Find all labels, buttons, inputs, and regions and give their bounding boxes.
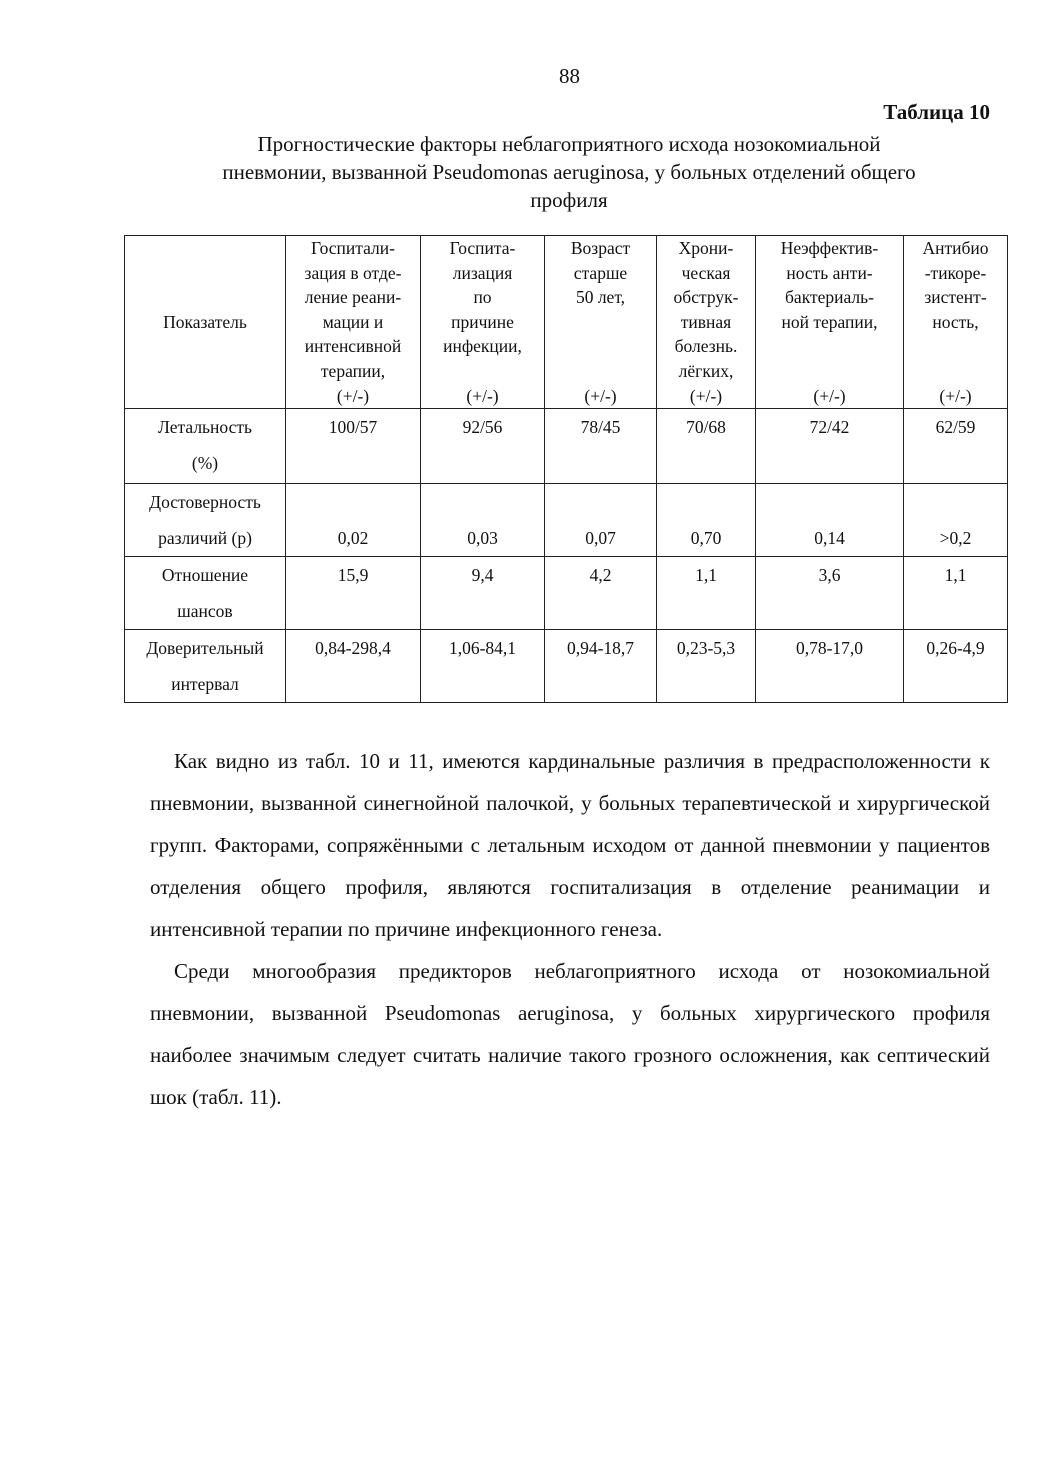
table-row — [125, 557, 1008, 630]
header-line: старше — [573, 262, 628, 283]
page-number: 88 — [559, 64, 580, 88]
column-header — [756, 236, 904, 409]
body-text — [150, 740, 990, 1118]
table-cell: 72/42 — [756, 409, 904, 484]
header-sign: (+/-) — [336, 385, 370, 406]
row-label-line: различий (р) — [158, 528, 252, 548]
row-label — [125, 630, 286, 703]
table-row — [125, 630, 1008, 703]
table-cell: 78/45 — [545, 409, 657, 484]
table-cell: 0,14 — [756, 484, 904, 557]
paragraph: Среди многообразия предикторов неблагоприятного исхода от нозокомиальной пневмонии, вызванной Pseudomonas aeruginosa, у больных хирургического профиля наиболее значимым следует считать наличие такого грозного осложнения, как септический шок (табл. 11). — [150, 959, 990, 1109]
column-header — [545, 236, 657, 409]
header-line: мации и — [322, 311, 384, 332]
header-sign: (+/-) — [939, 385, 972, 406]
header-sign: (+/-) — [813, 385, 846, 406]
header-line: Неэффектив- — [780, 238, 879, 258]
table-cell: 15,9 — [286, 557, 421, 630]
table-cell: 0,70 — [657, 484, 756, 557]
header-line: бактериаль- — [785, 287, 874, 307]
table-cell: 0,23-5,3 — [657, 630, 756, 703]
header-sign: (+/-) — [584, 385, 617, 406]
header-line: ление реани- — [304, 287, 402, 307]
row-label — [125, 557, 286, 630]
row-label-line: (%) — [191, 453, 219, 473]
row-label-line: Доверительный — [146, 638, 264, 658]
header-line: зация в отде- — [304, 262, 402, 283]
header-line: тивная — [680, 311, 732, 332]
table-row — [125, 409, 1008, 484]
header-line: болезнь. — [674, 336, 738, 356]
header-line: -тикоре- — [924, 262, 987, 283]
table-caption — [124, 130, 1014, 214]
header-line: ческая — [681, 262, 731, 283]
column-header — [421, 236, 545, 409]
table-cell: 4,2 — [545, 557, 657, 630]
header-line: зистент- — [924, 287, 987, 307]
header-sign: (+/-) — [689, 385, 723, 406]
header-line: ность, — [932, 311, 979, 332]
table-cell: 0,03 — [421, 484, 545, 557]
prognostic-factors-table — [124, 235, 1008, 703]
table-cell: 1,1 — [657, 557, 756, 630]
table-cell: 0,26-4,9 — [904, 630, 1008, 703]
header-line: по — [473, 287, 492, 307]
header-sign: (+/-) — [466, 385, 499, 406]
row-label — [125, 484, 286, 557]
table-cell: 70/68 — [657, 409, 756, 484]
table-cell: 0,94-18,7 — [545, 630, 657, 703]
table-cell: 3,6 — [756, 557, 904, 630]
table-cell: 1,06-84,1 — [421, 630, 545, 703]
header-line: Госпита- — [449, 238, 516, 258]
row-label-line: шансов — [177, 601, 233, 621]
header-line: Хрони- — [678, 238, 734, 258]
header-line: Антибио — [922, 238, 989, 258]
header-line: ность анти- — [786, 262, 873, 283]
table-header-row — [125, 236, 1008, 409]
table-cell: 0,84-298,4 — [286, 630, 421, 703]
table-cell: 1,1 — [904, 557, 1008, 630]
table-cell: 100/57 — [286, 409, 421, 484]
caption-line: пневмонии, вызванной Pseudomonas aeruginosa, у больных отделений общего — [222, 160, 916, 184]
row-label-line: Достоверность — [149, 492, 261, 512]
column-header — [286, 236, 421, 409]
table-label: Таблица 10 — [883, 100, 990, 124]
row-label-line: Отношение — [161, 565, 249, 585]
table-cell: 9,4 — [421, 557, 545, 630]
header-line: терапии, — [320, 360, 386, 381]
header-line: ной терапии, — [781, 311, 878, 332]
table-cell: 0,07 — [545, 484, 657, 557]
header-line: Возраст — [570, 238, 631, 258]
table-row — [125, 484, 1008, 557]
table-cell: 92/56 — [421, 409, 545, 484]
caption-line: Прогностические факторы неблагоприятного исхода нозокомиальной — [257, 132, 881, 156]
indicator-column-header: Показатель — [125, 236, 286, 409]
header-line: 50 лет, — [575, 287, 626, 307]
header-line: Госпитали- — [311, 238, 395, 258]
row-label-line: интервал — [171, 674, 239, 694]
table-cell: >0,2 — [904, 484, 1008, 557]
caption-line: профиля — [530, 188, 608, 212]
table-cell: 0,78-17,0 — [756, 630, 904, 703]
column-header — [657, 236, 756, 409]
header-line: причине — [451, 311, 514, 332]
paragraph: Как видно из табл. 10 и 11, имеются кардинальные различия в предрасположенности к пневмонии, вызванной синегнойной палочкой, у больных терапевтической и хирургической групп. Факторами, сопряжёнными с летальным исходом от данной пневмонии у пациентов отделения общего профиля, являются госпитализация в отделение реанимации и интенсивной терапии по причине инфекционного генеза. — [150, 749, 990, 941]
table-cell: 62/59 — [904, 409, 1008, 484]
row-label — [125, 409, 286, 484]
header-line: обструк- — [673, 287, 739, 307]
row-label-line: Летальность — [158, 417, 252, 437]
table-cell: 0,02 — [286, 484, 421, 557]
header-line: интенсивной — [304, 336, 402, 356]
column-header — [904, 236, 1008, 409]
header-line: лёгких, — [678, 360, 734, 381]
header-line: инфекции, — [443, 336, 522, 356]
header-line: лизация — [452, 262, 513, 283]
